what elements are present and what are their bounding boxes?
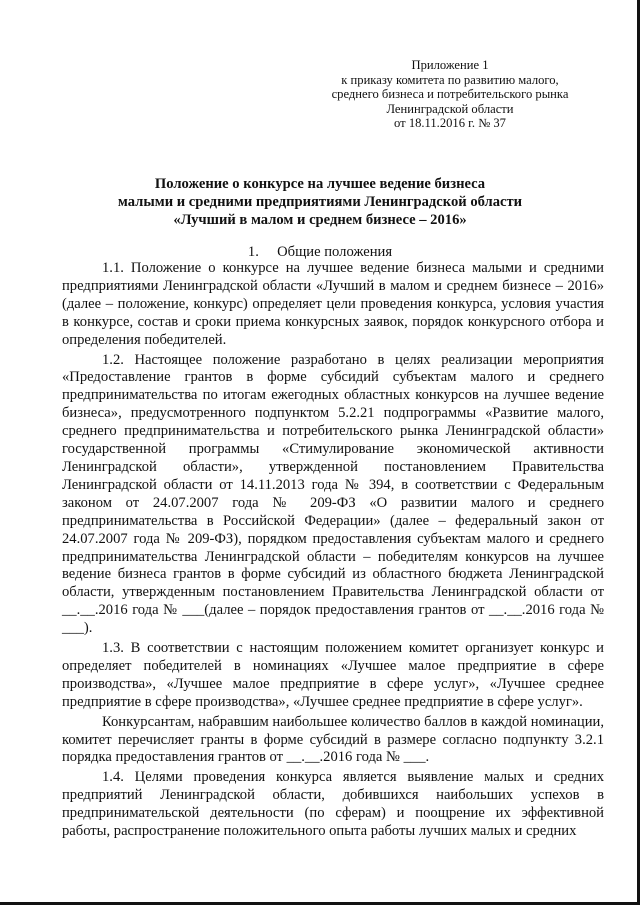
annex-line: от 18.11.2016 г. № 37 bbox=[394, 116, 506, 131]
annex-line: Ленинградской области bbox=[386, 101, 514, 116]
annex-line: к приказу комитета по развитию малого, bbox=[341, 72, 559, 87]
paragraph-grants: Конкурсантам, набравшим наибольшее количество баллов в каждой номинации, комитет перечисляет гранты в форме субсидий в размере согласно подпункту 3.2.1 порядка предоставления грантов от __.__.2016 года № ___. bbox=[62, 713, 604, 766]
paragraph-1-3: 1.3. В соответствии с настоящим положением комитет организует конкурс и определяет победителей в номинациях «Лучшее малое предприятие в сфере производства», «Лучшее малое предприятие в сфере услуг», «Лучшее среднее предприятие в сфере производства», «Лучшее среднее предприятие в сфере услуг». bbox=[62, 640, 604, 710]
title-line: малыми и средними предприятиями Ленинградской области bbox=[117, 194, 523, 210]
title-line: Положение о конкурсе на лучшее ведение бизнеса bbox=[154, 176, 486, 192]
section-heading bbox=[0, 243, 640, 261]
section-title: Общие положения bbox=[277, 244, 393, 260]
section-number: 1. bbox=[247, 244, 259, 260]
title-line: «Лучший в малом и среднем бизнесе – 2016» bbox=[173, 212, 467, 228]
paragraph-1-2: 1.2. Настоящее положение разработано в целях реализации мероприятия «Предоставление грантов в форме субсидий субъектам малого и среднего предпринимательства по итогам ежегодных областных конкурсов на лучшее ведение бизнеса», предусмотренного подпунктом 5.2.21 подпрограммы «Развитие малого, среднего предпринимательства и потребительского рынка Ленинградской области» государственной программы «Стимулирование экономической активности Ленинградской области», утвержденной постановлением Правительства Ленинградской области от 14.11.2013 года № 394, в соответствии с Федеральным законом от 24.07.2007 года № 209-ФЗ «О развитии малого и среднего предпринимательства в Российской Федерации» (далее – федеральный закон от 24.07.2007 года № 209-ФЗ), порядком предоставления субъектам малого и среднего предпринимательства Ленинградской области – победителям конкурсов на лучшее ведение бизнеса грантов в форме субсидий из областного бюджета Ленинградской области, утвержденным постановлением Правительства Ленинградской области от __.__.2016 года № ___(далее – порядок предоставления грантов от __.__.2016 года № ___). bbox=[62, 351, 604, 637]
document-body bbox=[62, 260, 604, 841]
paragraph-1-1: 1.1. Положение о конкурсе на лучшее ведение бизнеса малыми и средними предприятиями Ленинградской области «Лучший в малом и среднем бизнесе – 2016» (далее – положение, конкурс) определяет цели проведения конкурса, условия участия в конкурсе, состав и сроки приема конкурсных заявок, порядок конкурсного отбора и определения победителей. bbox=[62, 260, 604, 348]
annex-line: Приложение 1 bbox=[411, 58, 489, 72]
paragraph-1-4: 1.4. Целями проведения конкурса является выявление малых и средних предприятий Ленинградской области, добившихся наибольших успехов в предпринимательской деятельности (по сферам) и поощрение их эффективной работы, распространение положительного опыта работы лучших малых и средних bbox=[62, 769, 604, 840]
document-title bbox=[0, 175, 640, 229]
annex-block bbox=[300, 58, 600, 131]
annex-line: среднего бизнеса и потребительского рынка bbox=[331, 87, 569, 102]
